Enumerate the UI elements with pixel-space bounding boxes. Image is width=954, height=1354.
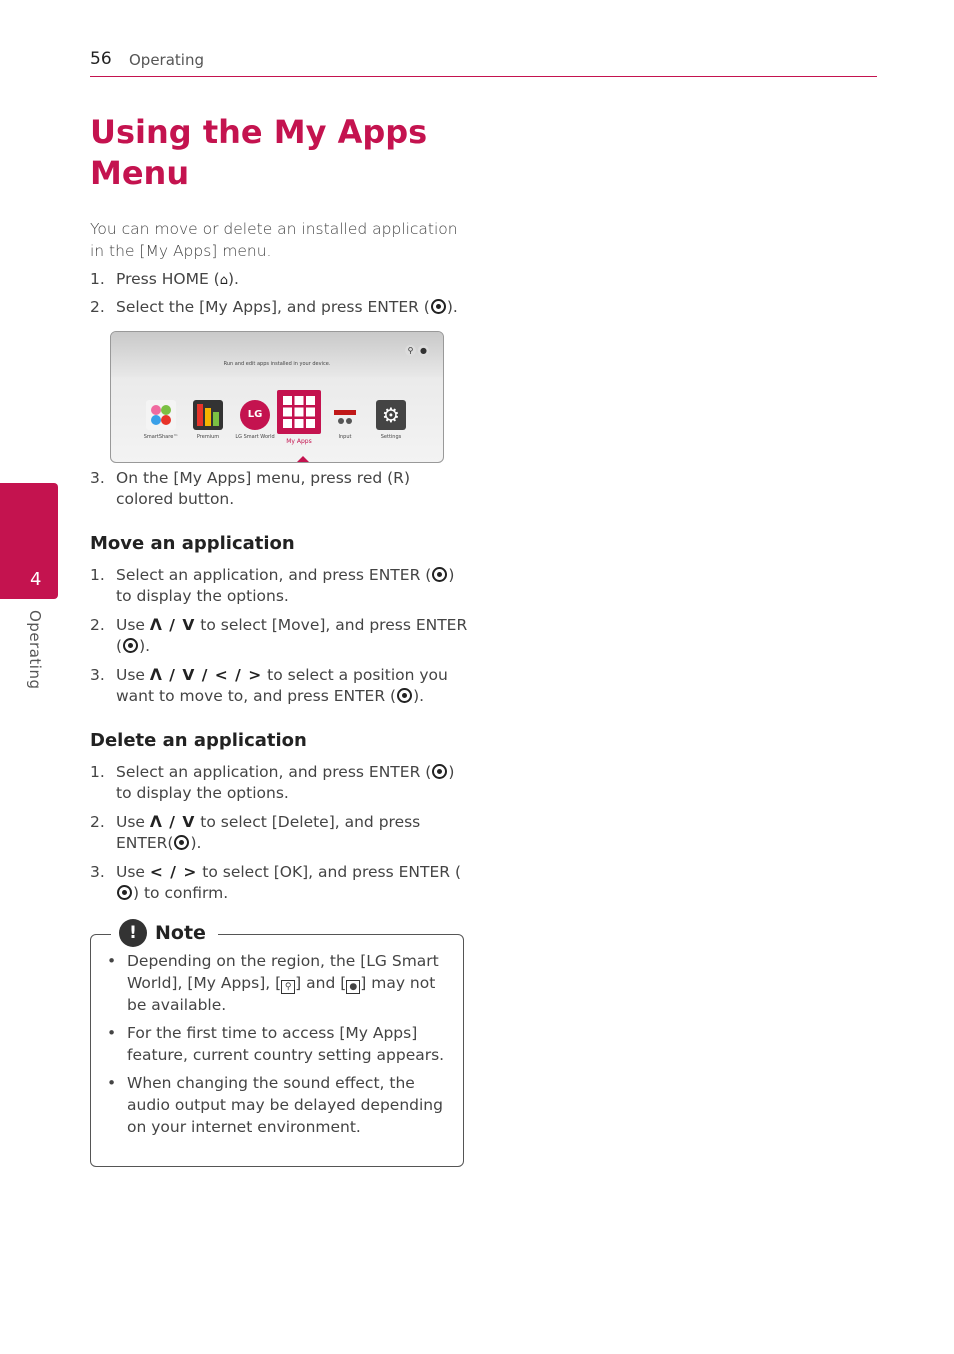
screenshot-tools (403, 345, 429, 356)
user-icon: ● (346, 980, 360, 994)
my-apps-screenshot (110, 331, 444, 463)
search-icon: ⚲ (281, 980, 295, 994)
step-text-part: Select the [My Apps], and press ENTER ( (116, 298, 430, 316)
step-number: 3. (90, 469, 105, 487)
step-text-part: ). (139, 637, 151, 655)
my-apps-grid-icon (277, 390, 321, 434)
step-text-part: to select [Delete], and press ENTER( (116, 813, 421, 852)
app-premium (188, 400, 228, 440)
app-label: Premium (196, 434, 220, 440)
page-number: 56 (90, 49, 112, 69)
step-text (116, 862, 468, 904)
step-text (116, 565, 468, 607)
bullet-icon: • (107, 952, 117, 970)
step-text-part: ) to display the options. (116, 763, 455, 802)
enter-icon (432, 567, 447, 582)
app-label: LG Smart World (235, 434, 275, 440)
chapter-label: Operating (26, 610, 44, 690)
chapter-number: 4 (30, 569, 42, 590)
input-icon-graphic (330, 400, 360, 430)
home-icon: ⌂ (219, 273, 228, 288)
user-icon: ● (418, 345, 429, 356)
step-text-part: ) to confirm. (133, 884, 229, 902)
step-text-part: ). (227, 270, 239, 288)
my-apps-grid-graphic (277, 390, 321, 434)
note-text-part: Depending on the region, the [LG Smart World], [My Apps], [ (127, 952, 439, 992)
note-text-part: ] and [ (295, 974, 347, 992)
step-number: 1. (90, 566, 105, 584)
note-text: For the first time to access [My Apps] feature, current country setting appears. (127, 1024, 445, 1064)
enter-icon (117, 885, 132, 900)
note-text (127, 950, 447, 1016)
selection-pointer (297, 456, 309, 462)
step-text-part: Select an application, and press ENTER ( (116, 566, 432, 584)
app-label: SmartShare™ (143, 434, 179, 440)
app-input (325, 400, 365, 440)
step-number: 2. (90, 813, 105, 831)
step-text (116, 615, 468, 657)
delete-heading: Delete an application (90, 730, 307, 751)
gear-icon: ⚙ (376, 400, 406, 430)
step-text-part: to select [Move], and press ENTER ( (116, 616, 468, 655)
step-number: 2. (90, 298, 105, 316)
step-text (116, 269, 468, 291)
intro-text: You can move or delete an installed application in the [My Apps] menu. (90, 220, 458, 260)
premium-icon (193, 400, 223, 430)
page-title: Using the My Apps Menu (90, 113, 428, 192)
step-text (116, 762, 468, 804)
step-text-part: Use (116, 666, 150, 684)
search-icon: ⚲ (405, 345, 416, 356)
app-settings (371, 400, 411, 440)
step-text-part: ). (413, 687, 425, 705)
smartshare-icon-graphic (146, 400, 176, 430)
bullet-icon: • (107, 1024, 117, 1042)
step-text-part: Press HOME ( (116, 270, 220, 288)
step-number: 3. (90, 666, 105, 684)
step-text-part: Use (116, 813, 150, 831)
smartshare-icon (146, 400, 176, 430)
step-text-part: Use (116, 616, 150, 634)
step-text (116, 665, 468, 707)
step-number: 3. (90, 863, 105, 881)
note-text-part: ] may not be available. (127, 974, 436, 1014)
arrow-keys-glyph: Λ / V (149, 616, 196, 634)
app-label: Input (338, 434, 352, 440)
enter-icon (123, 638, 138, 653)
step-text-part: ). (446, 298, 458, 316)
chapter-tab (0, 483, 58, 599)
step-text-part: to select [OK], and press ENTER ( (197, 863, 462, 881)
step-text-part: Select an application, and press ENTER ( (116, 763, 432, 781)
note-text: When changing the sound effect, the audio output may be delayed depending on your internet environment. (127, 1074, 443, 1136)
note-header (111, 917, 218, 949)
step-text-part: ) to display the options. (116, 566, 455, 605)
step-number: 2. (90, 616, 105, 634)
note-box (90, 921, 464, 1167)
lg-logo-icon: LG (240, 400, 270, 430)
app-smartshare (141, 400, 181, 440)
step-text-part: Use (116, 863, 150, 881)
step-text (116, 297, 468, 318)
note-title: Note (155, 921, 206, 944)
app-label: Settings (380, 434, 402, 440)
bullet-icon: • (107, 1074, 117, 1092)
header-section-name: Operating (129, 51, 204, 69)
exclamation-icon: ! (119, 919, 147, 947)
app-label: My Apps (286, 438, 312, 445)
arrow-keys-glyph: < / > (149, 863, 198, 881)
app-my-apps (276, 390, 322, 445)
step-text-part: ). (190, 834, 202, 852)
arrow-keys-glyph: Λ / V (149, 813, 196, 831)
step-text-part: to select a position you want to move to, and press ENTER ( (116, 666, 448, 705)
page-header (90, 48, 877, 77)
screenshot-banner-text: Run and edit apps installed in your device. (223, 361, 331, 367)
step-number: 1. (90, 270, 105, 288)
enter-icon (397, 688, 412, 703)
enter-icon (431, 299, 446, 314)
step-number: 1. (90, 763, 105, 781)
move-heading: Move an application (90, 533, 295, 554)
screenshot-banner (111, 332, 443, 377)
step-text (116, 812, 468, 854)
arrow-keys-glyph: Λ / V / < / > (149, 666, 263, 684)
app-lg-smart-world (235, 400, 275, 440)
enter-icon (174, 835, 189, 850)
premium-icon-graphic (193, 400, 223, 430)
input-icon (330, 400, 360, 430)
step-text: On the [My Apps] menu, press red (R) colored button. (116, 469, 410, 508)
enter-icon (432, 764, 447, 779)
